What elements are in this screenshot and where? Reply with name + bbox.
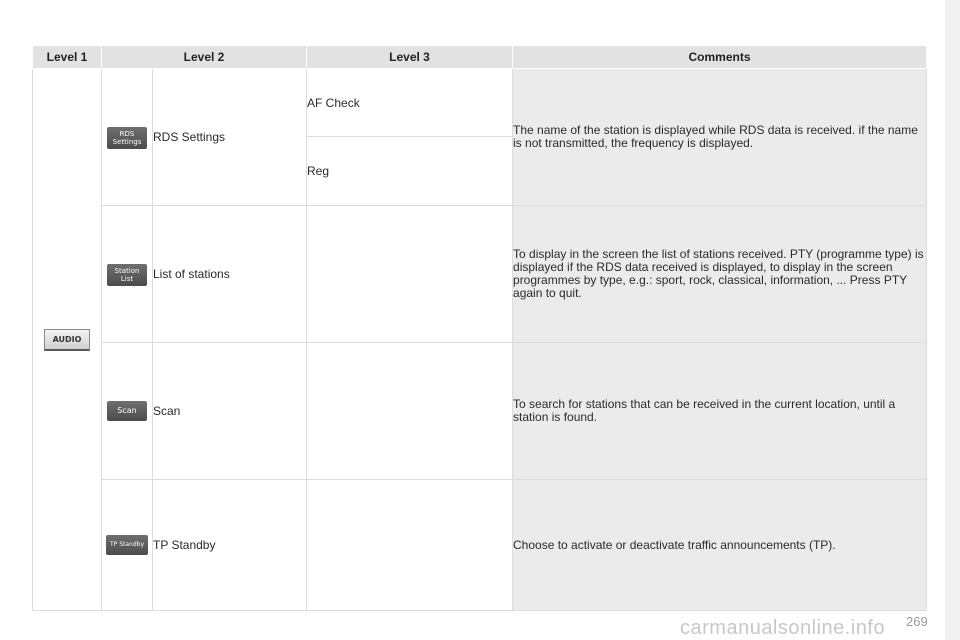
table-header-row <box>33 46 927 69</box>
header-level-2: Level 2 <box>102 46 307 69</box>
level2-list-of-stations: List of stations <box>153 206 307 343</box>
header-level-1: Level 1 <box>33 46 102 69</box>
rds-settings-button-icon: RDS Settings <box>107 127 147 149</box>
level2-rds-settings: RDS Settings <box>153 69 307 206</box>
rds-settings-icon-cell <box>102 69 153 206</box>
table-row-scan <box>33 343 927 480</box>
level3-empty <box>307 480 513 611</box>
level3-af-check: AF Check <box>307 69 513 137</box>
page-side-tab <box>945 0 960 640</box>
comment-tp-standby: Choose to activate or deactivate traffic announcements (TP). <box>513 480 927 611</box>
audio-menu-table <box>32 45 927 611</box>
level2-scan: Scan <box>153 343 307 480</box>
level2-tp-standby: TP Standby <box>153 480 307 611</box>
level3-reg: Reg <box>307 137 513 206</box>
scan-icon-cell <box>102 343 153 480</box>
audio-button-icon: AUDIO <box>44 329 90 351</box>
level3-empty <box>307 206 513 343</box>
level3-empty <box>307 343 513 480</box>
station-list-button-icon: Station List <box>107 264 147 286</box>
table-row-station-list <box>33 206 927 343</box>
table-row-tp-standby <box>33 480 927 611</box>
tp-standby-button-icon: TP Standby <box>106 535 148 555</box>
table-row-rds <box>33 69 927 137</box>
header-level-3: Level 3 <box>307 46 513 69</box>
tp-standby-icon-cell <box>102 480 153 611</box>
comment-rds-settings: The name of the station is displayed while RDS data is received. if the name is not transmitted, the frequency is displayed. <box>513 69 927 206</box>
header-comments: Comments <box>513 46 927 69</box>
scan-button-icon: Scan <box>107 401 147 421</box>
comment-station-list: To display in the screen the list of stations received. PTY (programme type) is displayed if the RDS data received is displayed, to display in the screen programmes by type, e.g.: sport, rock, classical, information, ... Press PTY again to quit. <box>513 206 927 343</box>
page-number: 269 <box>906 614 928 629</box>
watermark-text: carmanualsonline.info <box>680 617 886 639</box>
comment-scan: To search for stations that can be received in the current location, until a station is found. <box>513 343 927 480</box>
level1-cell <box>33 69 102 611</box>
station-list-icon-cell <box>102 206 153 343</box>
